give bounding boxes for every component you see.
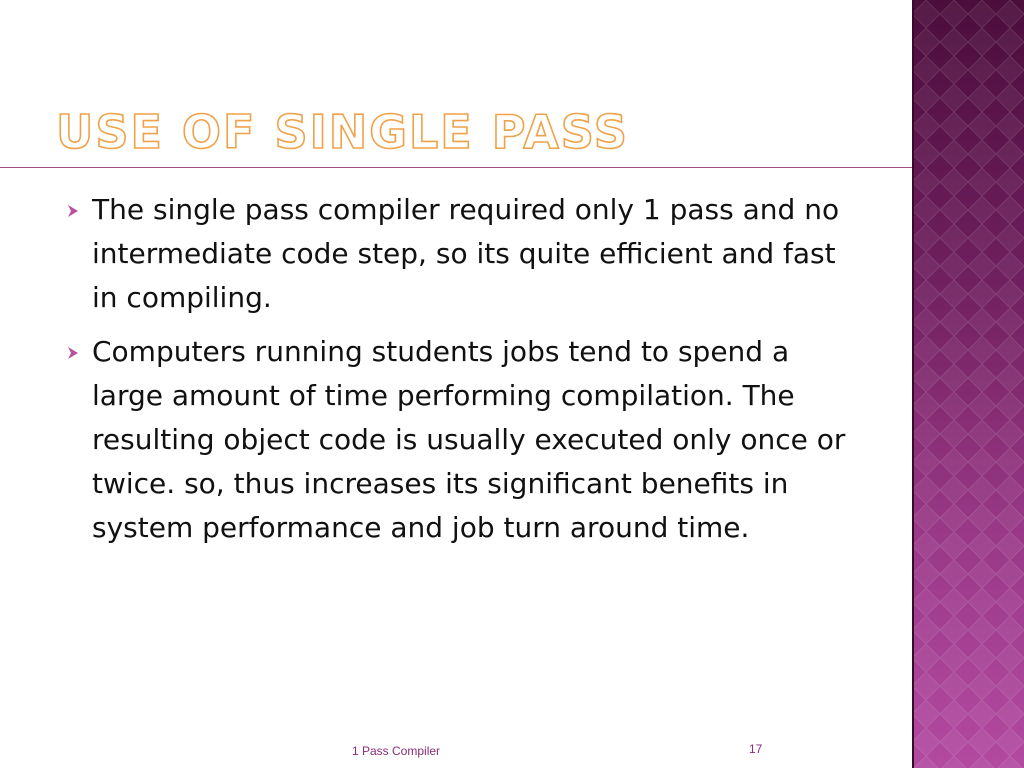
arrowhead-bullet-glyph: [66, 346, 80, 360]
bullet-item: [64, 188, 864, 320]
bullet-item: [64, 330, 864, 550]
sidebar-edge: [912, 0, 914, 768]
title-divider: [0, 167, 912, 168]
bullet-text: The single pass compiler required only 1 pass and no intermediate code step, so its quite efficient and fast in compiling.: [92, 193, 840, 314]
slide-title: USE OF SINGLE PASS: [56, 105, 629, 159]
decorative-sidebar: [912, 0, 1024, 768]
arrowhead-bullet-icon: [64, 330, 84, 374]
arrowhead-bullet-icon: [64, 188, 84, 232]
diamond-pattern: [912, 0, 1024, 768]
arrowhead-bullet-glyph: [66, 204, 80, 218]
page-number: 17: [749, 742, 763, 756]
slide-footer: 1 Pass Compiler: [352, 744, 441, 758]
bullet-list: [64, 188, 864, 560]
bullet-text: Computers running students jobs tend to spend a large amount of time performing compilation. The resulting object code is usually executed only once or twice. so, thus increases its significant benefits in system performance and job turn around time.: [92, 335, 846, 544]
